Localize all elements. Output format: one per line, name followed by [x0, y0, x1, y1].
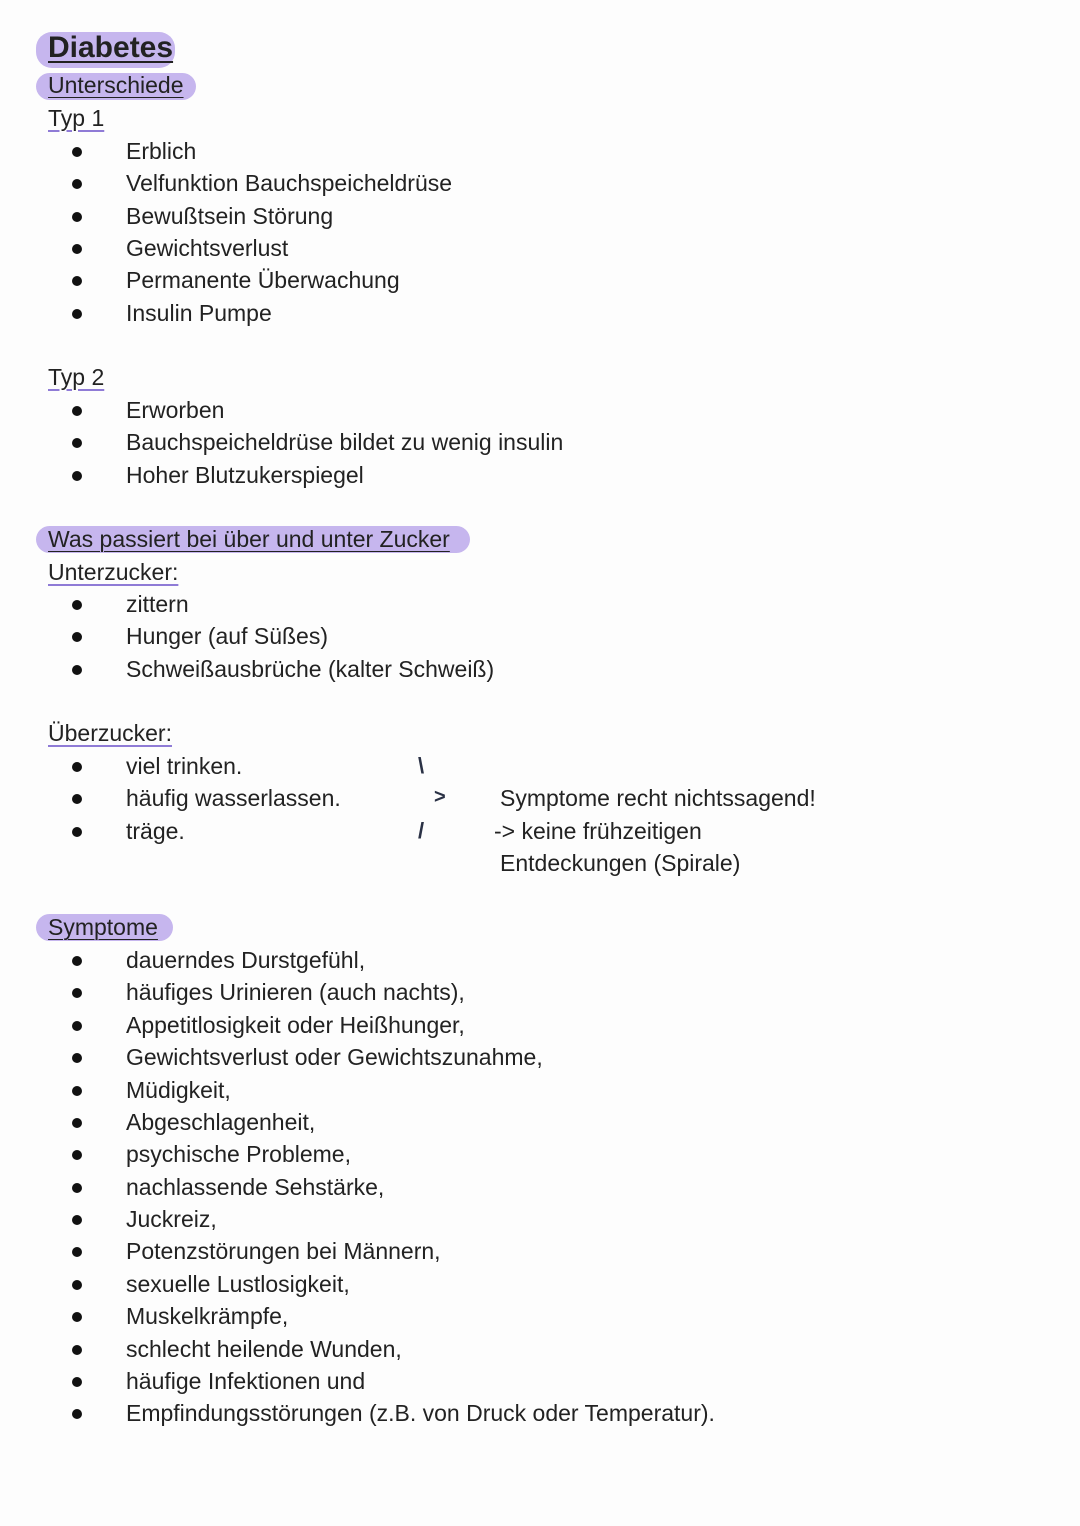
subheading-typ2: Typ 2	[48, 364, 105, 390]
page-title: Diabetes	[48, 31, 174, 64]
bullet-icon	[72, 179, 82, 189]
bullet-icon	[72, 309, 82, 319]
list-item	[0, 1300, 900, 1332]
brace-mark-bottom: /	[418, 818, 425, 843]
brace-mark-middle: >	[434, 786, 446, 808]
list-item	[0, 1333, 900, 1365]
bullet-icon	[72, 956, 82, 966]
list-item-text: Hoher Blutzukerspiegel	[126, 462, 364, 488]
list-item	[0, 620, 900, 652]
list-item	[0, 426, 900, 458]
list-item-text: nachlassende Sehstärke,	[126, 1174, 385, 1200]
list-item-text: Bewußtsein Störung	[126, 203, 334, 229]
bullet-icon	[72, 438, 82, 448]
list-item	[0, 1138, 900, 1170]
bullet-icon	[72, 1021, 82, 1031]
list-item-text: psychische Probleme,	[126, 1141, 351, 1167]
bullet-icon	[72, 762, 82, 772]
list-item	[0, 264, 900, 296]
section-heading-unterschiede: Unterschiede	[48, 72, 184, 98]
bullet-icon	[72, 147, 82, 157]
list-item-text: Erblich	[126, 138, 197, 164]
list-item-text: Velfunktion Bauchspeicheldrüse	[126, 170, 453, 196]
list-item	[0, 167, 900, 199]
list-item-text: Permanente Überwachung	[126, 267, 400, 293]
bullet-icon	[72, 212, 82, 222]
bullet-icon	[72, 276, 82, 286]
list-item	[0, 1203, 900, 1235]
list-item	[0, 1009, 900, 1041]
list-item	[0, 394, 900, 426]
list-item-text: Potenzstörungen bei Männern,	[126, 1238, 441, 1264]
bullet-icon	[72, 827, 82, 837]
list-item-text: Gewichtsverlust oder Gewichtszunahme,	[126, 1044, 543, 1070]
list-item	[0, 1235, 900, 1267]
bullet-icon	[72, 794, 82, 804]
bullet-icon	[72, 1312, 82, 1322]
bullet-icon	[72, 1150, 82, 1160]
list-item	[0, 200, 900, 232]
list-item-text: schlecht heilende Wunden,	[126, 1336, 402, 1362]
list-item-text: Erworben	[126, 397, 225, 423]
list-item	[0, 135, 900, 167]
list-item-text: Hunger (auf Süßes)	[126, 623, 328, 649]
list-item	[0, 1268, 900, 1300]
bullet-icon	[72, 1280, 82, 1290]
list-item	[0, 232, 900, 264]
note-line-2: -> keine frühzeitigen	[494, 818, 702, 844]
list-item-text: sexuelle Lustlosigkeit,	[126, 1271, 350, 1297]
bullet-icon	[72, 1345, 82, 1355]
list-item	[0, 1365, 900, 1397]
list-item-text: Abgeschlagenheit,	[126, 1109, 316, 1135]
list-item-text: häufige Infektionen und	[126, 1368, 366, 1394]
brace-mark-top: \	[418, 753, 425, 778]
list-item-text: dauerndes Durstgefühl,	[126, 947, 366, 973]
list-item-text: Bauchspeicheldrüse bildet zu wenig insulin	[126, 429, 564, 455]
bullet-icon	[72, 1086, 82, 1096]
section-heading-symptome: Symptome	[48, 914, 158, 940]
list-item-text: Müdigkeit,	[126, 1077, 231, 1103]
list-item	[0, 944, 900, 976]
note-line-1: Symptome recht nichtssagend!	[500, 785, 816, 811]
bullet-icon	[72, 1183, 82, 1193]
list-item	[0, 588, 900, 620]
list-item	[0, 653, 900, 685]
list-item	[0, 1171, 900, 1203]
bullet-icon	[72, 406, 82, 416]
list-item	[0, 1041, 900, 1073]
note-line-3: Entdeckungen (Spirale)	[500, 850, 741, 876]
bullet-icon	[72, 988, 82, 998]
subheading-typ1: Typ 1	[48, 105, 105, 131]
list-item-text: träge.	[126, 818, 185, 844]
bullet-icon	[72, 1377, 82, 1387]
list-item-text: Appetitlosigkeit oder Heißhunger,	[126, 1012, 465, 1038]
bullet-icon	[72, 1215, 82, 1225]
list-item-text: Muskelkrämpfe,	[126, 1303, 289, 1329]
list-item-text: Juckreiz,	[126, 1206, 217, 1232]
bullet-icon	[72, 244, 82, 254]
list-item-text: Schweißausbrüche (kalter Schweiß)	[126, 656, 495, 682]
list-item	[0, 1397, 900, 1429]
list-item-text: zittern	[126, 591, 189, 617]
list-item-text: viel trinken.	[126, 753, 243, 779]
list-item	[0, 297, 900, 329]
list-item	[0, 976, 900, 1008]
section-heading-zucker: Was passiert bei über und unter Zucker	[48, 526, 450, 552]
list-item-text: häufiges Urinieren (auch nachts),	[126, 979, 465, 1005]
list-item	[0, 1106, 900, 1138]
list-item-text: Insulin Pumpe	[126, 300, 272, 326]
list-item-text: Empfindungsstörungen (z.B. von Druck oder Temperatur).	[126, 1400, 715, 1426]
list-item	[0, 1074, 900, 1106]
list-item	[0, 459, 900, 491]
bullet-icon	[72, 1409, 82, 1419]
bullet-icon	[72, 1247, 82, 1257]
subheading-unterzucker: Unterzucker:	[48, 559, 179, 585]
bullet-icon	[72, 665, 82, 675]
list-item	[0, 750, 900, 782]
bullet-icon	[72, 600, 82, 610]
bullet-icon	[72, 1053, 82, 1063]
list-item-text: häufig wasserlassen.	[126, 785, 341, 811]
list-item	[0, 815, 900, 847]
bullet-icon	[72, 471, 82, 481]
bullet-icon	[72, 1118, 82, 1128]
bullet-icon	[72, 632, 82, 642]
list-item-text: Gewichtsverlust	[126, 235, 289, 261]
subheading-ueberzucker: Überzucker:	[48, 720, 172, 746]
